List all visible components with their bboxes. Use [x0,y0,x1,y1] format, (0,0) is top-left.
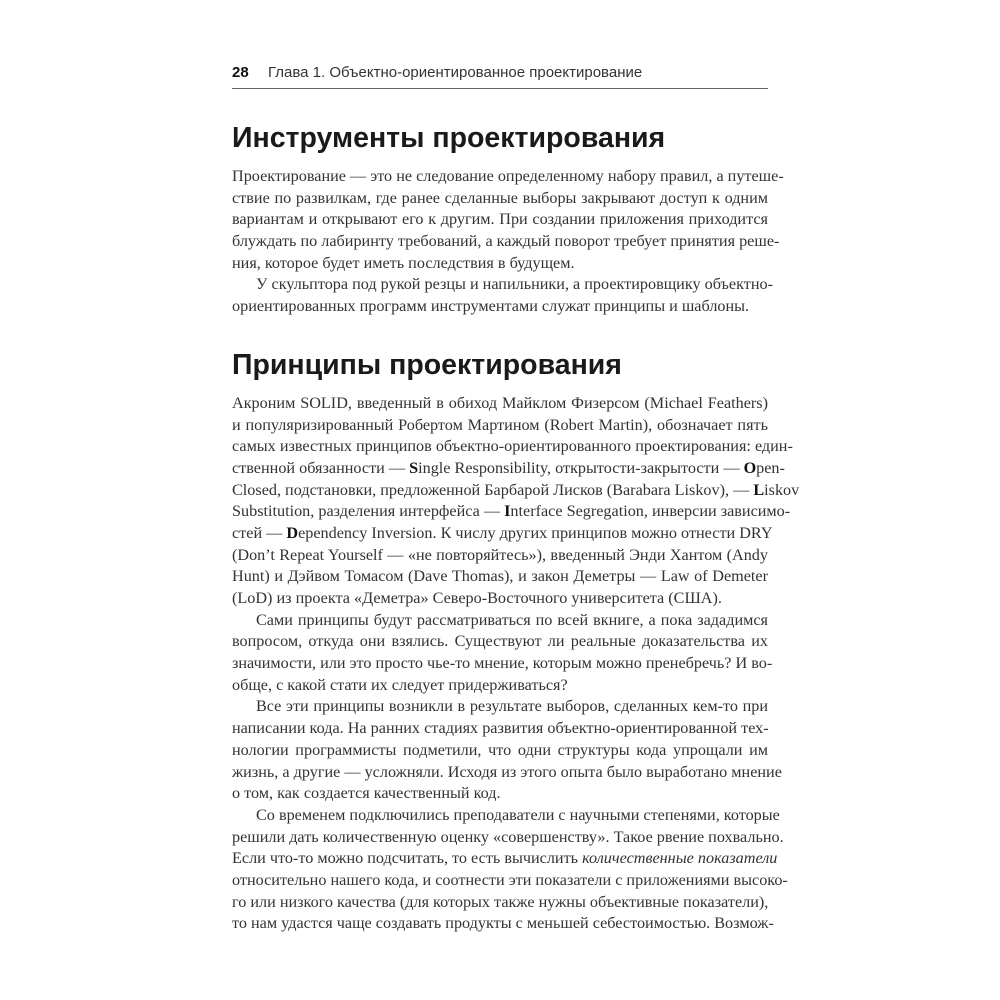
book-page [232,62,800,935]
italic-term: количественные показатели [582,849,778,868]
text-line: жизнь, а другие — усложняли. Исходя из этого опыта было выработано мнение [232,762,782,781]
section-heading: Инструменты проектирования [232,122,666,154]
text-line: ния, которое будет иметь последствия в будущем. [232,253,575,272]
text-line: блуждать по лабиринту требований, а каждый поворот требует принятия реше- [232,232,780,251]
text-line: Все эти принципы возникли в результате выборов, сделанных кем-то при [256,697,768,716]
text-line: ствие по развилкам, где ранее сделанные выборы закрывают доступ к одним [232,188,768,207]
text-line: Проектирование — это не следование определенному набору правил, а путеше- [232,167,784,185]
text-line: самых известных принципов объектно-ориентированного проектирования: един- [232,437,793,456]
paragraph [232,274,773,317]
text-line [232,523,773,545]
text-line: относительно нашего кода, и соотнести эти показатели с приложениями высоко- [232,870,788,889]
text-line: решили дать количественную оценку «совершенству». Такое рвение похвально. [232,827,784,846]
text-run: Substitution, разделения интерфейса — [232,502,505,521]
text-line: то нам удастся чаще создавать продукты с меньшей себестоимостью. Возмож- [232,914,774,933]
text-run: iskov [764,480,800,499]
text-line: обще, с какой стати их следует придерживаться? [232,675,568,694]
bold-initial: S [409,458,419,477]
text-run: nterface Segregation, инверсии зависимо- [510,502,791,521]
text-line [232,458,785,480]
text-run: pen- [756,458,785,477]
page-number: 28 [232,64,249,81]
text-run: ственной обязанности — [232,458,410,477]
text-run: стей — [232,523,287,542]
text-line: (LoD) из проекта «Деметра» Северо-Восточного университета (США). [232,589,722,607]
text-line: Со временем подключились преподаватели с научными степенями, которые [256,805,780,824]
text-run: ingle Responsibility, открытости-закрытости — [418,458,744,477]
text-line: Hunt) и Дэйвом Томасом (Dave Thomas), и закон Деметры — Law of Demeter [232,567,768,586]
text-line: ориентированных программ инструментами служат принципы и шаблоны. [232,297,750,316]
bold-initial: O [743,458,757,477]
text-line: вопросом, откуда они взялись. Существуют ли реальные доказательства их [232,632,768,651]
text-line: Сами принципы будут рассматриваться по всей вкниге, а пока зададимся [256,610,768,629]
text-line: написании кода. На ранних стадиях развития объектно-ориентированной тех- [232,719,769,738]
text-line: о том, как создается качественный код. [232,784,501,803]
text-line: У скульптора под рукой резцы и напильники, а проектировщику объектно- [256,275,773,294]
section-heading: Принципы проектирования [232,348,622,381]
chapter-title: Глава 1. Объектно-ориентированное проектирование [268,64,643,81]
text-line: и популяризированный Робертом Мартином (Robert Martin), обозначает пять [232,415,768,434]
text-line: нологии программисты подметили, что одни структуры кода упрощали им [232,740,768,759]
text-line: (Don’t Repeat Yourself — «не повторяйтесь»), введенный Энди Хантом (Andy [232,545,768,564]
paragraph [232,696,782,804]
page-content [232,121,800,935]
text-run: Closed, подстановки, предложенной Барбарой Лисков (Barabara Liskov), — [232,480,754,499]
bold-initial: L [753,480,765,499]
running-header [232,62,768,84]
text-line: Акроним SOLID, введенный в обиход Майклом Физерсом (Michael Feathers) [232,393,768,412]
paragraph [232,805,788,935]
text-line: го или низкого качества (для которых также нужны объективные показатели), [232,892,769,911]
text-line [232,501,791,523]
text-line: вариантам и открывают его к другим. При создании приложения приходится [232,210,768,229]
text-line [232,848,778,870]
paragraph [232,610,773,697]
text-run: ependency Inversion. К числу других принципов можно отнести DRY [298,523,773,542]
paragraph [232,393,800,610]
text-run: Если что-то можно подсчитать, то есть вычислить [232,849,583,868]
text-line: значимости, или это просто чье-то мнение, которым можно пренебречь? И во- [232,654,773,673]
paragraph [232,166,784,274]
bold-initial: I [504,502,511,521]
bold-initial: D [286,523,299,542]
text-line [232,480,800,502]
header-rule [232,88,768,89]
